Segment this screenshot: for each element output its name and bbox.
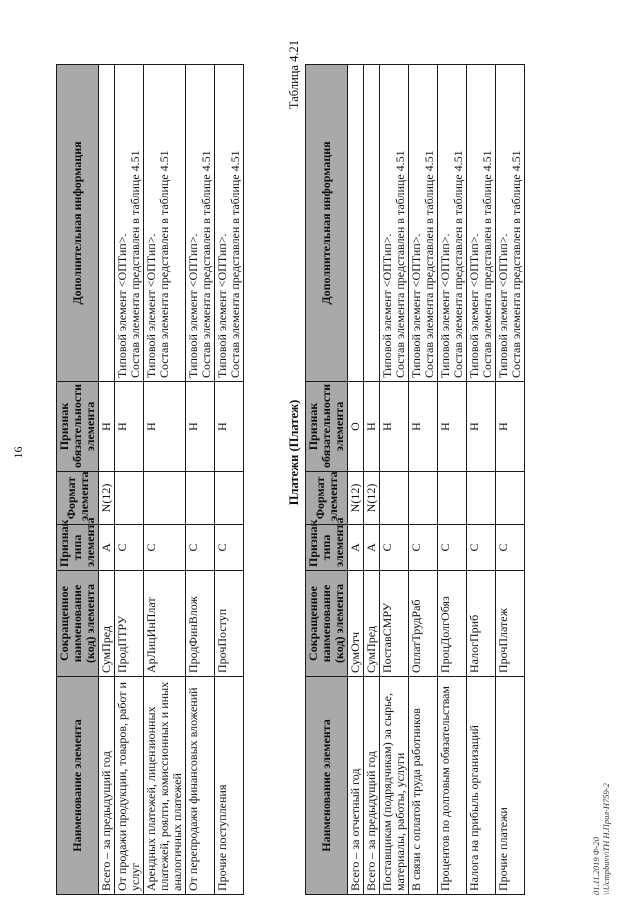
- cell-type: С: [438, 525, 467, 571]
- cell-format: N(12): [99, 472, 115, 525]
- info-line: Состав элемента представлен в таблице 4.51: [128, 150, 142, 378]
- info-line: Типовой элемент <ОПТип>.: [144, 233, 158, 378]
- cell-info: [99, 65, 115, 382]
- cell-code: ПрочПлатеж: [496, 571, 525, 677]
- footer-line: \\Ucmpbuvv\ТН Н.Прил-Н759-2: [601, 783, 611, 895]
- cell-required: Н: [99, 382, 115, 472]
- info-line: Состав элемента представлен в таблице 4.51: [480, 150, 494, 378]
- table-header-row: [57, 65, 99, 895]
- cell-type: С: [409, 525, 438, 571]
- header-code: Сокращенное наименование (код) элемента: [57, 571, 99, 677]
- cell-format: [496, 472, 525, 525]
- cell-type: А: [99, 525, 115, 571]
- table-row: [115, 65, 144, 895]
- info-line: Состав элемента представлен в таблице 4.51: [509, 150, 523, 378]
- cell-format: N(12): [348, 472, 364, 525]
- header-format: Формат элемента: [57, 472, 99, 525]
- cell-required: Н: [409, 382, 438, 472]
- cell-required: Н: [496, 382, 525, 472]
- cell-name: Всего – за отчетный год: [348, 677, 364, 895]
- table-label: Таблица 4.21: [287, 40, 301, 110]
- cell-format: [409, 472, 438, 525]
- info-line: Типовой элемент <ОПТип>.: [496, 233, 510, 378]
- cell-info: [409, 65, 438, 382]
- cell-required: Н: [467, 382, 496, 472]
- cell-name: От продажи продукции, товаров, работ и услуг: [115, 677, 144, 895]
- footer-stamp: [591, 783, 611, 895]
- table-row: [348, 65, 364, 895]
- cell-info: [144, 65, 186, 382]
- table-row: [364, 65, 380, 895]
- cell-format: [215, 472, 244, 525]
- cell-type: С: [467, 525, 496, 571]
- cell-type: С: [380, 525, 409, 571]
- page-number: 16: [11, 446, 25, 459]
- cell-type: А: [364, 525, 380, 571]
- table-row: [380, 65, 409, 895]
- cell-name: Арендных платежей, лицензионных платежей, роялти, комиссионных и иных аналогичных платежей: [144, 677, 186, 895]
- cell-format: [438, 472, 467, 525]
- cell-info: [186, 65, 215, 382]
- table-title: Платежи (Платеж): [287, 399, 301, 506]
- cell-name: Поставщикам (подрядчикам) за сырье, материалы, работы, услуги: [380, 677, 409, 895]
- cell-info: [364, 65, 380, 382]
- cell-code: ПродФинВлож: [186, 571, 215, 677]
- header-format: Формат элемента: [306, 472, 348, 525]
- cell-info: [348, 65, 364, 382]
- cell-required: Н: [186, 382, 215, 472]
- cell-type: С: [496, 525, 525, 571]
- table-payments: [305, 64, 525, 895]
- cell-code: СумОтч: [348, 571, 364, 677]
- info-line: Типовой элемент <ОПТип>.: [409, 233, 423, 378]
- cell-name: Процентов по долговым обязательствам: [438, 677, 467, 895]
- cell-code: ПроцДолгОбяз: [438, 571, 467, 677]
- info-line: Состав элемента представлен в таблице 4.51: [228, 150, 242, 378]
- cell-required: Н: [438, 382, 467, 472]
- cell-format: [467, 472, 496, 525]
- info-line: Состав элемента представлен в таблице 4.51: [393, 150, 407, 378]
- header-type: Признак типа элемента: [57, 525, 99, 571]
- header-code: Сокращенное наименование (код) элемента: [306, 571, 348, 677]
- table-body: [348, 65, 525, 895]
- cell-name: Прочие поступления: [215, 677, 244, 895]
- table-revenues: [56, 64, 244, 895]
- header-info: Дополнительная информация: [306, 65, 348, 382]
- cell-info: [438, 65, 467, 382]
- header-info: Дополнительная информация: [57, 65, 99, 382]
- cell-format: [186, 472, 215, 525]
- table-body: [99, 65, 244, 895]
- footer-line: 01.11.2019 Ф-20: [591, 837, 601, 895]
- table-row: [215, 65, 244, 895]
- info-line: Состав элемента представлен в таблице 4.51: [422, 150, 436, 378]
- cell-code: СумПред: [364, 571, 380, 677]
- cell-format: [380, 472, 409, 525]
- cell-name: От перепродажи финансовых вложений: [186, 677, 215, 895]
- table-row: [144, 65, 186, 895]
- cell-code: СумПред: [99, 571, 115, 677]
- table-row: [99, 65, 115, 895]
- cell-required: Н: [115, 382, 144, 472]
- info-line: Типовой элемент <ОПТип>.: [438, 233, 452, 378]
- table-row: [438, 65, 467, 895]
- cell-type: А: [348, 525, 364, 571]
- cell-info: [496, 65, 525, 382]
- info-line: Состав элемента представлен в таблице 4.51: [157, 150, 171, 378]
- cell-format: N(12): [364, 472, 380, 525]
- cell-info: [215, 65, 244, 382]
- cell-type: С: [144, 525, 186, 571]
- table-header-row: [306, 65, 348, 895]
- cell-code: ПрочПоступ: [215, 571, 244, 677]
- cell-code: АрЛицИнПлат: [144, 571, 186, 677]
- cell-type: С: [186, 525, 215, 571]
- cell-format: [115, 472, 144, 525]
- cell-name: В связи с оплатой труда работников: [409, 677, 438, 895]
- cell-type: С: [215, 525, 244, 571]
- table-row: [186, 65, 215, 895]
- cell-name: Налога на прибыль организаций: [467, 677, 496, 895]
- table-row: [496, 65, 525, 895]
- cell-name: Прочие платежи: [496, 677, 525, 895]
- cell-format: [144, 472, 186, 525]
- info-line: Типовой элемент <ОПТип>.: [380, 233, 394, 378]
- info-line: Типовой элемент <ОПТип>.: [215, 233, 229, 378]
- cell-required: О: [348, 382, 364, 472]
- header-required: Признак обязательности элемента: [306, 382, 348, 472]
- cell-required: Н: [144, 382, 186, 472]
- cell-info: [115, 65, 144, 382]
- table-row: [467, 65, 496, 895]
- cell-code: НалогПриб: [467, 571, 496, 677]
- cell-info: [467, 65, 496, 382]
- cell-code: ПоставСМРУ: [380, 571, 409, 677]
- cell-type: С: [115, 525, 144, 571]
- info-line: Состав элемента представлен в таблице 4.51: [451, 150, 465, 378]
- cell-code: ОплатТрудРаб: [409, 571, 438, 677]
- header-required: Признак обязательности элемента: [57, 382, 99, 472]
- header-name: Наименование элемента: [57, 677, 99, 895]
- cell-required: Н: [215, 382, 244, 472]
- cell-required: Н: [380, 382, 409, 472]
- cell-required: Н: [364, 382, 380, 472]
- cell-info: [380, 65, 409, 382]
- cell-name: Всего – за предыдущий год: [99, 677, 115, 895]
- info-line: Типовой элемент <ОПТип>.: [467, 233, 481, 378]
- info-line: Состав элемента представлен в таблице 4.51: [199, 150, 213, 378]
- info-line: Типовой элемент <ОПТип>.: [115, 233, 129, 378]
- cell-name: Всего – за предыдущий год: [364, 677, 380, 895]
- info-line: Типовой элемент <ОПТип>.: [186, 233, 200, 378]
- cell-code: ПродПТРУ: [115, 571, 144, 677]
- header-name: Наименование элемента: [306, 677, 348, 895]
- table-row: [409, 65, 438, 895]
- header-type: Признак типа элемента: [306, 525, 348, 571]
